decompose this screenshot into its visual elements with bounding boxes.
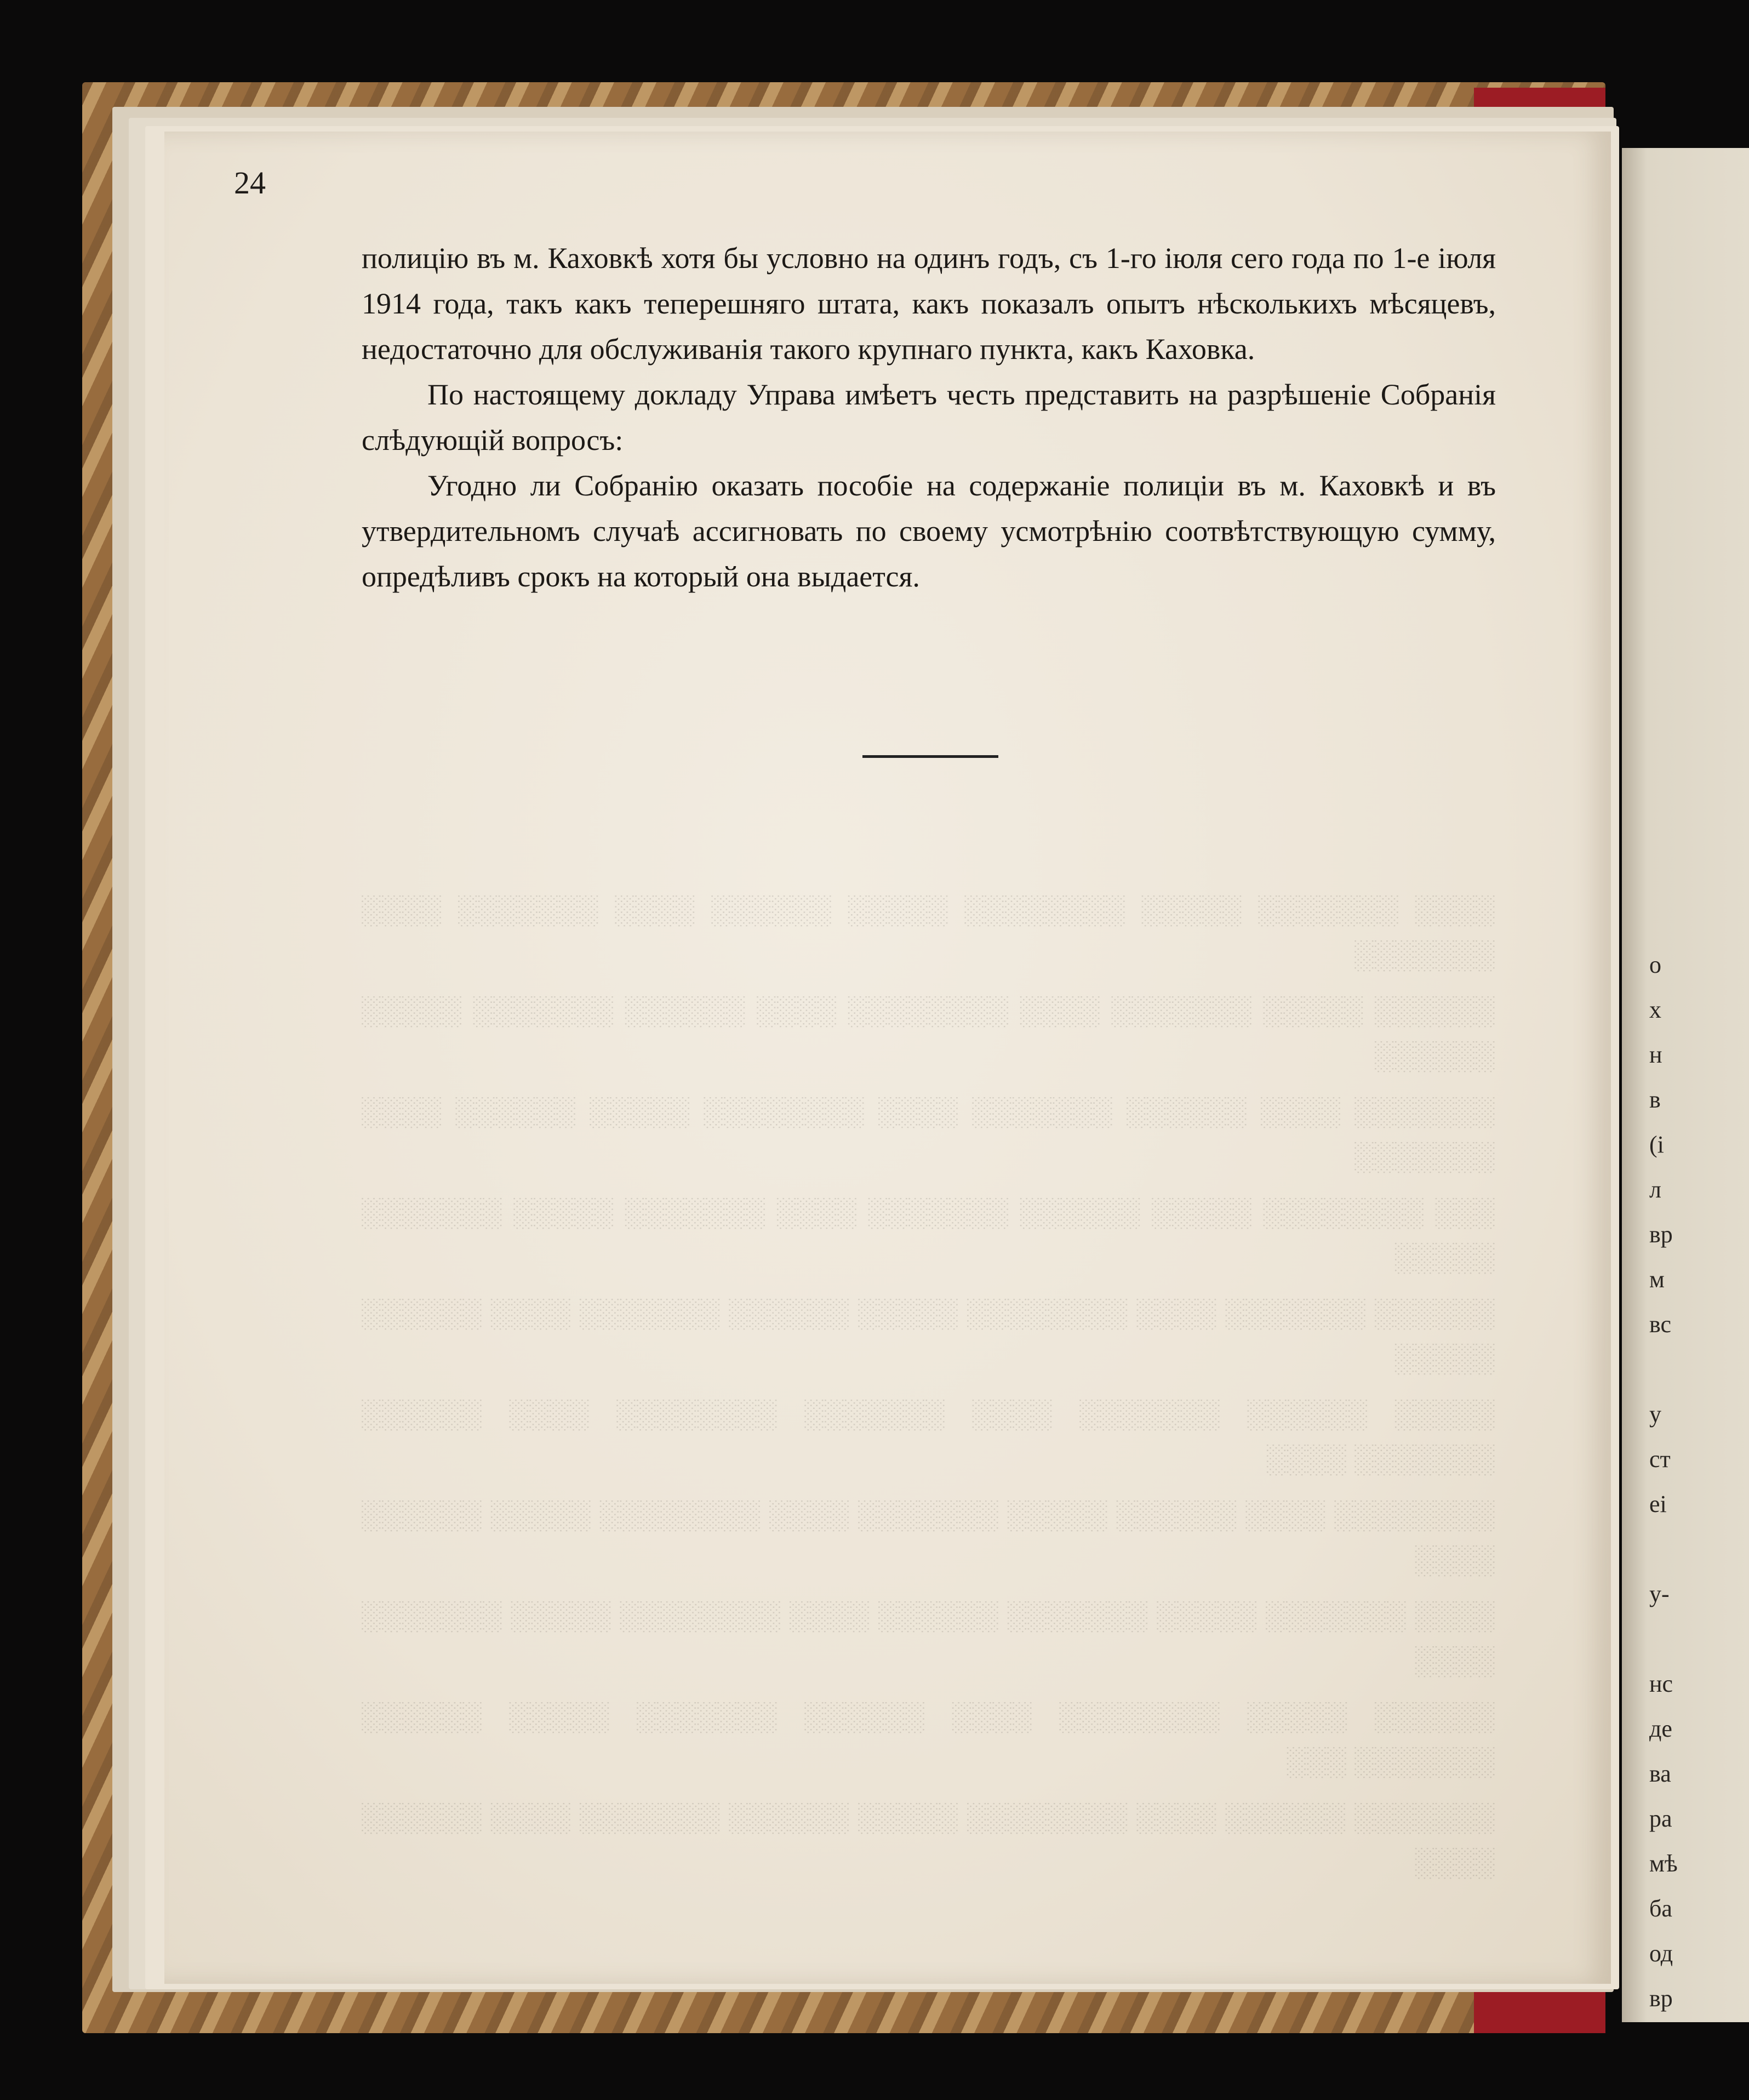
section-divider-rule (862, 755, 998, 758)
bleed-through-texture: ░░░░ ░░░░░░░ ░░░░░ ░░░░░░░░ ░░░░░ ░░░░░░ ░░░░ ░░░░░░░ ░░░░ ░░░░░░░ ░░░░░░ ░░░░░ ░░░░░░░ ░░░░ ░░░░░░░░ ░░░░ ░░░░░░ ░░░░░░░ ░░░░░ ░░░░░░ ░░░░░░░ ░░░░ ░░░░░░ ░░░░░░░ ░░░░ ░░░░░░░░ ░░░░░ ░░░░░░ ░░░░ ░░░░░░░ ░░░ ░░░░░░░░ ░░░░░ ░░░░░░ ░░░░░░░ ░░░░ ░░░░░░░ ░░░░░ ░░░░░░░ ░░░░░ ░░░░░░ ░░░░░░░ ░░░░ ░░░░░░░░ ░░░░░ ░░░░░░ ░░░░░░░ ░░░░ ░░░░░░ ░░░░░ ░░░░░ ░░░░░░ ░░░░░░░ ░░░░ ░░░░░░░ ░░░░░░░░ ░░░░ ░░░░░░ ░░░░░░░ ░░░░ ░░░░░░░░ ░░░░ ░░░░░░ ░░░░░ ░░░░░░░ ░░░░ ░░░░░░░░ ░░░░░ ░░░░░░ ░░░░ ░░░░ ░░░░░░░ ░░░░░ ░░░░░░░ ░░░░░░ ░░░░ ░░░░░░░░ ░░░░░ ░░░░░░░ ░░░░ ░░░░░░ ░░░░░ ░░░░░░░░ ░░░░ ░░░░░░ ░░░░░░░ ░░░░░ ░░░░░░ ░░░░░░░ ░░░ ░░░░░░░ ░░░░░░ ░░░░ ░░░░░░░░ ░░░░░ ░░░░░░ ░░░░░░░ ░░░░ ░░░░░░ ░░░░ (362, 894, 1496, 1878)
facing-page-line: у- (1649, 1580, 1670, 1607)
facing-page-line: нс (1649, 1670, 1673, 1697)
facing-page-line: м (1649, 1266, 1665, 1293)
page-body (362, 236, 1496, 600)
page-number: 24 (234, 165, 266, 201)
paragraph: полицію въ м. Каховкѣ хотя бы условно на одинъ годъ, съ 1-го іюля сего года по 1-е іюля 1914 года, такъ какъ теперешняго штата, какъ показалъ опытъ нѣсколькихъ мѣсяцевъ, недостаточно для обслуживанія такого крупнаго пункта, какъ Каховка. (362, 242, 1496, 366)
facing-page-line: вс (1649, 1311, 1672, 1338)
facing-page-line (1649, 1617, 1678, 1662)
facing-page-line: мѣ (1649, 1850, 1678, 1877)
facing-page-line: ба (1649, 1895, 1672, 1922)
facing-page-edge (1622, 148, 1749, 2022)
facing-page-line: вр (1649, 1221, 1673, 1248)
facing-page-line: (і (1649, 1131, 1664, 1158)
facing-page-line (1649, 1527, 1678, 1572)
facing-page-line: у (1649, 1401, 1661, 1428)
paragraph: Угодно ли Собранію оказать пособіе на содержаніе полиціи въ м. Каховкѣ и въ утвердительномъ случаѣ ассигновать по своему усмотрѣнію соотвѣтствующую сумму, опредѣливъ срокъ на который она выдается. (362, 469, 1496, 593)
paragraph: По настоящему докладу Управа имѣетъ честь представить на разрѣшеніе Собранія слѣдующій вопросъ: (362, 378, 1496, 456)
facing-page-line: о (1649, 951, 1661, 978)
facing-page-line: ва (1649, 1760, 1671, 1787)
facing-page-line: вр (1649, 1985, 1673, 2012)
facing-page-line: де (1649, 1715, 1672, 1742)
facing-page-line: од (1649, 1940, 1673, 1967)
facing-page-text (1649, 943, 1678, 2021)
facing-page-line: еі (1649, 1491, 1667, 1517)
facing-page-line: х (1649, 996, 1661, 1023)
cover-red-corner-bottom (1474, 1989, 1605, 2033)
facing-page-line: в (1649, 1086, 1661, 1113)
facing-page-line: н (1649, 1041, 1662, 1068)
facing-page-line (1649, 1347, 1678, 1392)
facing-page-line: ст (1649, 1446, 1671, 1473)
facing-page-line: л (1649, 1176, 1661, 1203)
facing-page-line: ра (1649, 1805, 1672, 1832)
